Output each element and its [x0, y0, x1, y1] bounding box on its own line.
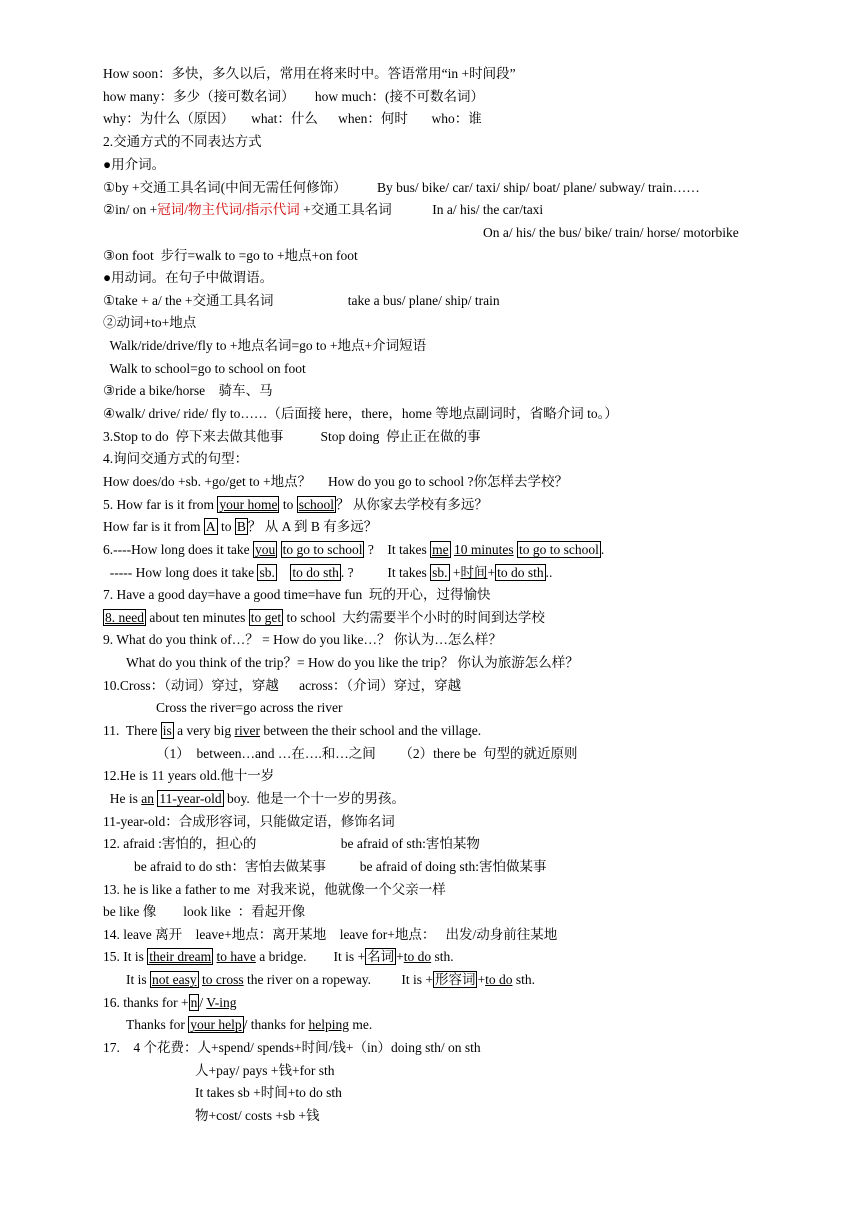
text-line: ●用介词。 [103, 157, 166, 172]
text-line: 6.----How long does it take you to go to school ? It takes me 10 minutes to go to school . [103, 542, 605, 557]
section-heading: 4.询问交通方式的句型： [103, 451, 249, 466]
text-line: 5. How far is it from your home to school ？ 从你家去学校有多远？ [103, 497, 488, 512]
text-line: 16. thanks for + n / V-ing [103, 995, 237, 1010]
text-line: how many：多少（接可数名词） how much：(接不可数名词） [103, 89, 484, 104]
text-line: 物+cost/ costs +sb +钱 [195, 1108, 320, 1123]
text-line: （1） between…and …在….和…之间 （2）there be 句型的就近原则 [156, 746, 578, 761]
text-line: It is not easy to cross the river on a ropeway. It is + 形容词 +to do sth. [126, 972, 535, 987]
text-line: be like 像 look like ：看起开像 [103, 904, 306, 919]
text-line: Thanks for your help / thanks for helping me. [126, 1017, 373, 1032]
text-line: ②in/ on +冠词/物主代词/指示代词 +交通工具名词 In a/ his/ the car/taxi [103, 202, 544, 217]
text-line: ③on foot 步行=walk to =go to +地点+on foot [103, 248, 358, 263]
section-heading: 2.交通方式的不同表达方式 [103, 134, 262, 149]
text-line: It takes sb +时间+to do sth [195, 1085, 342, 1100]
text-line: 人+pay/ pays +钱+for sth [195, 1063, 335, 1078]
text-line: On a/ his/ the bus/ bike/ train/ horse/ motorbike [483, 225, 739, 240]
text-line: 14. leave 离开 leave+地点：离开某地 leave for+地点： 出发/动身前往某地 [103, 927, 558, 942]
text-line: ②动词+to+地点 [103, 315, 197, 330]
text-line: 9. What do you think of…？ = How do you like…？ 你认为…怎么样？ [103, 632, 502, 647]
text-line: ●用动词。在句子中做谓语。 [103, 270, 274, 285]
text-line: why：为什么（原因） what：什么 when：何时 who：谁 [103, 111, 482, 126]
text-line: How does/do +sb. +go/get to +地点？ How do you go to school ?你怎样去学校？ [103, 474, 568, 489]
section-heading: 3.Stop to do 停下来去做其他事 Stop doing 停止正在做的事 [103, 429, 481, 444]
text-line: Walk to school=go to school on foot [103, 361, 306, 376]
text-line: What do you think of the trip？= How do you like the trip？ 你认为旅游怎么样？ [126, 655, 579, 670]
text-line: ①take + a/ the +交通工具名词 take a bus/ plane/ ship/ train [103, 293, 500, 308]
text-line: 13. he is like a father to me 对我来说，他就像一个父亲一样 [103, 882, 446, 897]
text-line: How far is it from A to B ？ 从 A 到 B 有多远？ [103, 519, 378, 534]
text-line: 11-year-old：合成形容词，只能做定语，修饰名词 [103, 814, 395, 829]
text-line: ③ride a bike/horse 骑车、马 [103, 383, 273, 398]
text-line: He is an 11-year-old boy. 他是一个十一岁的男孩。 [103, 791, 405, 806]
text-line: 10.Cross：（动词）穿过，穿越 across：（介词）穿过，穿越 [103, 678, 462, 693]
text-line: How soon：多快，多久以后，常用在将来时中。答语常用“in +时间段” [103, 66, 516, 81]
text-line: 12.He is 11 years old.他十一岁 [103, 768, 275, 783]
text-line: Cross the river=go across the river [156, 700, 343, 715]
text-line: be afraid to do sth：害怕去做某事 be afraid of doing sth:害怕做某事 [134, 859, 547, 874]
text-line: ④walk/ drive/ ride/ fly to……（后面接 here，there，home 等地点副词时，省略介词 to。） [103, 406, 618, 421]
text-line: 7. Have a good day=have a good time=have fun 玩的开心，过得愉快 [103, 587, 491, 602]
text-line: 11. There is a very big river between the their school and the village. [103, 723, 482, 738]
text-line: 17. 4 个花费：人+spend/ spends+时间/钱+（in）doing sth/ on sth [103, 1040, 481, 1055]
red-highlight-text: 冠词/物主代词/指示代词 [157, 202, 300, 217]
text-line: ----- How long does it take sb. to do sth . ? It takes sb. +时间+ to do sth .. [103, 565, 553, 580]
text-line: ①by +交通工具名词(中间无需任何修饰） By bus/ bike/ car/ taxi/ ship/ boat/ plane/ subway/ train…… [103, 180, 700, 195]
text-line: Walk/ride/drive/fly to +地点名词=go to +地点+介词短语 [103, 338, 427, 353]
text-line: 15. It is their dream to have a bridge. It is + 名词 +to do sth. [103, 949, 454, 964]
text-line: 12. afraid :害怕的，担心的 be afraid of sth:害怕某物 [103, 836, 480, 851]
text-line: 8. need about ten minutes to get to school 大约需要半个小时的时间到达学校 [105, 610, 545, 625]
